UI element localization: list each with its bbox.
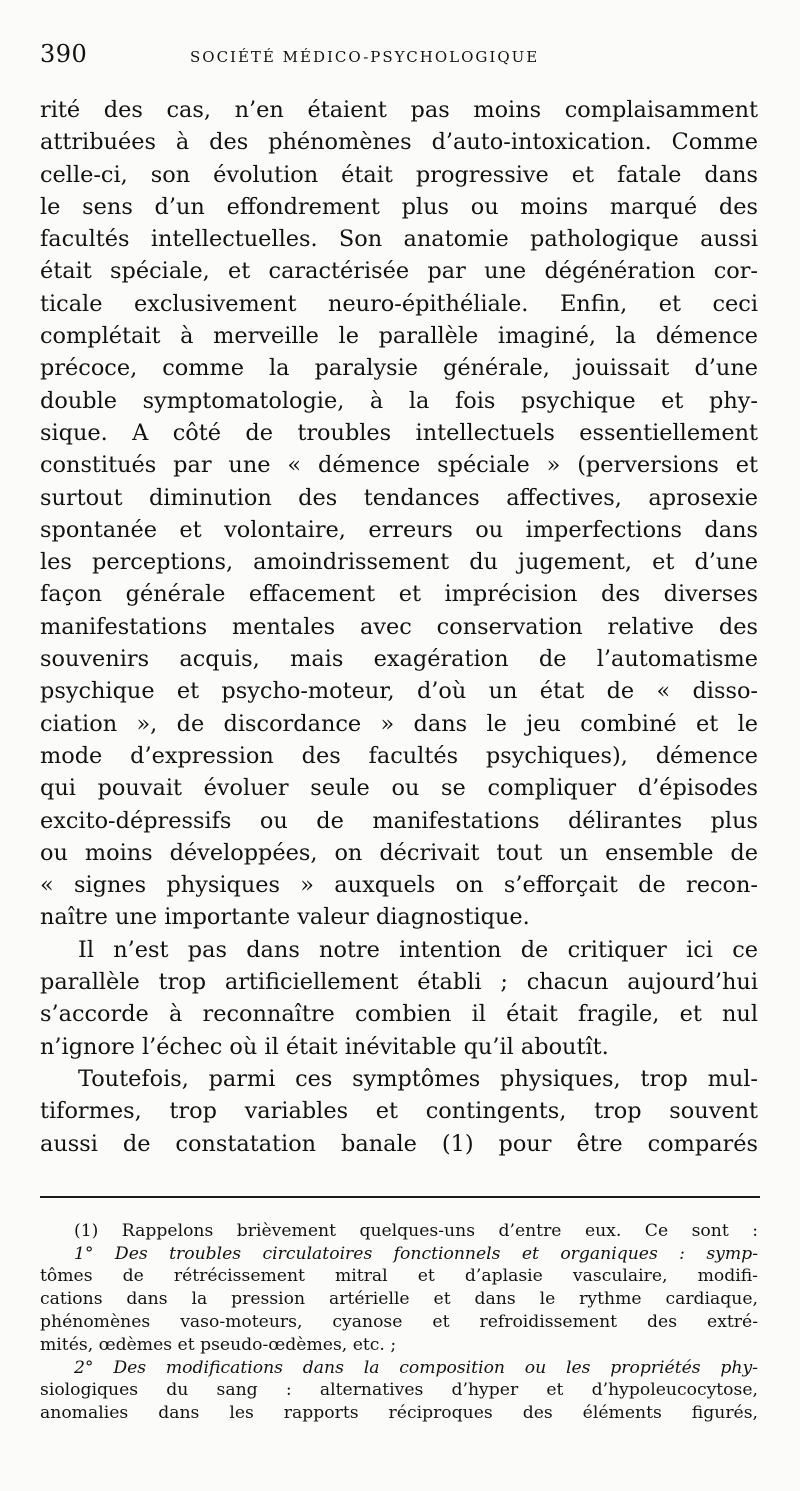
text-line: parallèle trop artificiellement établi ; chacun aujourd’hui (40, 969, 758, 996)
text-line: ticale exclusivement neuro-épithéliale. Enfin, et ceci (40, 290, 758, 317)
text-line: aussi de constatation banale (1) pour être comparés (40, 1130, 758, 1157)
text-line: celle-ci, son évolution était progressive et fatale dans (40, 161, 758, 188)
footnote-line-text: 1° Des troubles circulatoires fonctionnels et organiques : symp- (74, 1243, 758, 1264)
text-line: le sens d’un effondrement plus ou moins marqué des (40, 193, 758, 220)
footnote-line-text: 2° Des modifications dans la composition ou les propriétés phy- (74, 1357, 758, 1378)
paragraph (40, 1063, 758, 1160)
footnote-line (40, 1357, 758, 1380)
text-line: ciation », de discordance » dans le jeu combiné et le (40, 710, 758, 737)
text-line: Il n’est pas dans notre intention de critiquer ici ce (78, 936, 758, 963)
footnote-line: anomalies dans les rapports réciproques des éléments figurés, (40, 1403, 758, 1424)
paragraph (40, 94, 758, 934)
text-line: psychique et psycho-moteur, d’où un état de « disso- (40, 678, 758, 705)
text-line: s’accorde à reconnaître combien il était fragile, et nul (40, 1001, 758, 1028)
text-line: manifestations mentales avec conservation relative des (40, 613, 758, 640)
paragraph (40, 934, 758, 1063)
text-line: naître une importante valeur diagnostique. (40, 904, 530, 931)
footnotes (40, 1220, 758, 1425)
text-line: n’ignore l’échec où il était inévitable qu’il aboutît. (40, 1033, 609, 1060)
text-line: double symptomatologie, à la fois psychique et phy- (40, 387, 758, 414)
text-line: les perceptions, amoindrissement du jugement, et d’une (40, 549, 758, 576)
text-line: constitués par une « démence spéciale » (perversions et (40, 452, 758, 479)
text-line: complétait à merveille le parallèle imaginé, la démence (40, 323, 758, 350)
footnote-divider (40, 1196, 760, 1198)
text-line: excito-dépressifs ou de manifestations délirantes plus (40, 807, 758, 834)
footnote-line (40, 1243, 758, 1266)
text-line: était spéciale, et caractérisée par une dégénération cor- (40, 258, 758, 285)
footnote-line: phénomènes vaso-moteurs, cyanose et refroidissement des extré- (40, 1311, 758, 1332)
text-line: mode d’expression des facultés psychiques), démence (40, 742, 758, 769)
text-line: précoce, comme la paralysie générale, jouissait d’une (40, 355, 758, 382)
text-line: sique. A côté de troubles intellectuels essentiellement (40, 419, 758, 446)
body-text (40, 94, 758, 1160)
footnote-line: tômes de rétrécissement mitral et d’aplasie vasculaire, modifi- (40, 1266, 758, 1287)
footnote-line: siologiques du sang : alternatives d’hyper et d’hypoleucocytose, (40, 1380, 758, 1401)
text-line: ou moins développées, on décrivait tout un ensemble de (40, 839, 758, 866)
text-line: qui pouvait évoluer seule ou se compliquer d’épisodes (40, 775, 758, 802)
text-line: tiformes, trop variables et contingents, trop souvent (40, 1098, 758, 1125)
text-line: souvenirs acquis, mais exagération de l’automatisme (40, 646, 758, 673)
page-number: 390 (40, 40, 88, 68)
footnote-line: (1) Rappelons brièvement quelques-uns d’entre eux. Ce sont : (74, 1220, 758, 1241)
text-line: façon générale effacement et imprécision des diverses (40, 581, 758, 608)
text-line: facultés intellectuelles. Son anatomie pathologique aussi (40, 226, 758, 253)
text-line: surtout diminution des tendances affectives, aprosexie (40, 484, 758, 511)
text-line: rité des cas, n’en étaient pas moins complaisamment (40, 97, 758, 123)
text-line: Toutefois, parmi ces symptômes physiques, trop mul- (78, 1065, 758, 1092)
text-line: attribuées à des phénomènes d’auto-intoxication. Comme (40, 129, 758, 156)
footnote-line: mités, œdèmes et pseudo-œdèmes, etc. ; (40, 1334, 397, 1355)
footnote-line: cations dans la pression artérielle et dans le rythme cardiaque, (40, 1289, 758, 1310)
running-title: SOCIÉTÉ MÉDICO-PSYCHOLOGIQUE (190, 48, 540, 66)
text-line: « signes physiques » auxquels on s’efforçait de recon- (40, 872, 758, 899)
text-line: spontanée et volontaire, erreurs ou imperfections dans (40, 516, 758, 543)
running-head (40, 40, 758, 74)
